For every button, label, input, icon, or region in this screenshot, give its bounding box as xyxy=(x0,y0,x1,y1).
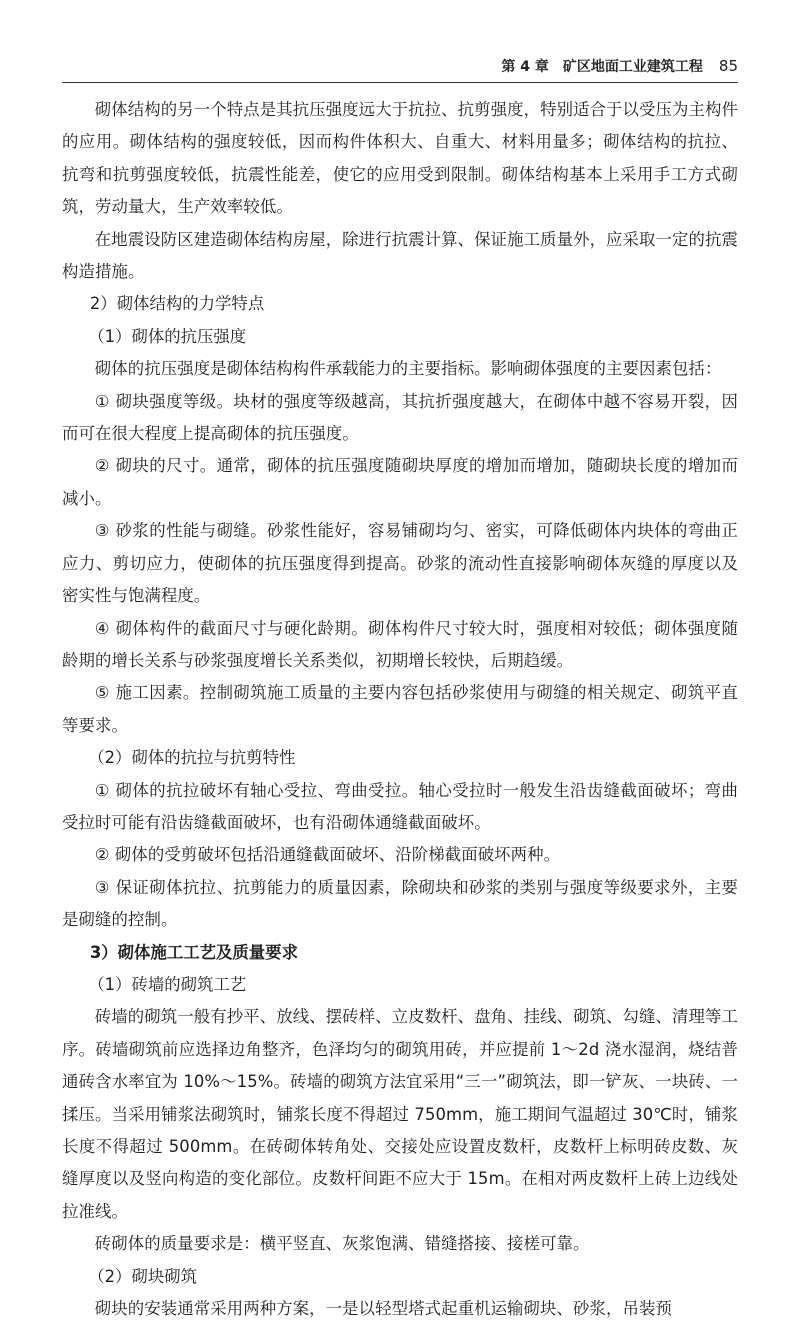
paragraph: 在地震设防区建造砌体结构房屋，除进行抗震计算、保证施工质量外，应采取一定的抗震构造措施。 xyxy=(62,229,738,282)
subsection-heading: （2）砌块砌筑 xyxy=(88,1266,198,1286)
list-paragraph: ② 砌块的尺寸。通常，砌体的抗压强度随砌块厚度的增加而增加，随砌块长度的增加而减小。 xyxy=(62,456,738,508)
paragraph: 砖墙的砌筑一般有抄平、放线、摆砖样、立皮数杆、盘角、挂线、砌筑、勾缝、清理等工序。砖墙砌筑前应选择边角整齐，色泽均匀的砌筑用砖，并应提前 1～2d 浇水湿润，烧结普通砖含水率宜为 10%～15%。砖墙的砌筑方法宜采用“三一”砌筑法，即一铲灰、一块砖、一揉压。当采用铺浆法砌筑时，铺浆长度不得超过 750mm，施工期间气温超过 30℃时，铺浆长度不得超过 500mm。在砖砌体转角处、交接处应设置皮数杆，皮数杆上标明砖皮数、灰缝厚度以及竖向构造的变化部位。皮数杆间距不应大于 15m。在相对两皮数杆上砖上边线处拉准线。 xyxy=(62,1007,738,1221)
list-paragraph: ② 砌体的受剪破坏包括沿通缝截面破坏、沿阶梯截面破坏两种。 xyxy=(94,845,561,865)
paragraph: 砌块的安装通常采用两种方案，一是以轻型塔式起重机运输砌块、砂浆，吊装预 xyxy=(94,1299,672,1319)
list-paragraph: ③ 砂浆的性能与砌缝。砂浆性能好，容易铺砌均匀、密实，可降低砌体内块体的弯曲正应力、剪切应力，使砌体的抗压强度得到提高。砂浆的流动性直接影响砌体灰缝的厚度以及密实性与饱满程度。 xyxy=(62,521,738,606)
subsection-heading: （1）砖墙的砌筑工艺 xyxy=(88,974,247,994)
list-paragraph: ① 砌块强度等级。块材的强度等级越高，其抗折强度越大，在砌体中越不容易开裂，因而可在很大程度上提高砌体的抗压强度。 xyxy=(62,391,738,444)
paragraph: 砌体的抗压强度是砌体结构构件承载能力的主要指标。影响砌体强度的主要因素包括： xyxy=(94,359,722,379)
chapter-title: 第 4 章 矿区地面工业建筑工程 xyxy=(501,59,703,75)
subsection-heading: （2）砌体的抗拉与抗剪特性 xyxy=(88,748,296,768)
paragraph: 砌体结构的另一个特点是其抗压强度远大于抗拉、抗剪强度，特别适合于以受压为主构件的应用。砌体结构的强度较低，因而构件体积大、自重大、材料用量多；砌体结构的抗拉、抗弯和抗剪强度较低，抗震性能差，使它的应用受到限制。砌体结构基本上采用手工方式砌筑，劳动量大，生产效率较低。 xyxy=(62,100,738,217)
running-header xyxy=(62,56,738,80)
subsection-heading: （1）砌体的抗压强度 xyxy=(88,326,247,346)
list-paragraph: ④ 砌体构件的截面尺寸与硬化龄期。砌体构件尺寸较大时，强度相对较低；砌体强度随龄期的增长关系与砂浆强度增长关系类似，初期增长较快，后期趋缓。 xyxy=(62,618,738,670)
body-text xyxy=(62,94,738,1325)
section-heading: 3）砌体施工工艺及质量要求 xyxy=(89,942,298,962)
page-number: 85 xyxy=(718,57,738,75)
list-paragraph: ⑤ 施工因素。控制砌筑施工质量的主要内容包括砂浆使用与砌缝的相关规定、砌筑平直等要求。 xyxy=(62,683,738,735)
header-rule xyxy=(62,82,738,83)
list-paragraph: ① 砌体的抗拉破坏有轴心受拉、弯曲受拉。轴心受拉时一般发生沿齿缝截面破坏；弯曲受拉时可能有沿齿缝截面破坏，也有沿砌体通缝截面破坏。 xyxy=(62,780,738,832)
paragraph: 砖砌体的质量要求是：横平竖直、灰浆饱满、错缝搭接、接槎可靠。 xyxy=(94,1234,590,1254)
section-heading: 2）砌体结构的力学特点 xyxy=(89,294,265,314)
list-paragraph: ③ 保证砌体抗拉、抗剪能力的质量因素，除砌块和砂浆的类别与强度等级要求外，主要是砌缝的控制。 xyxy=(62,877,738,930)
